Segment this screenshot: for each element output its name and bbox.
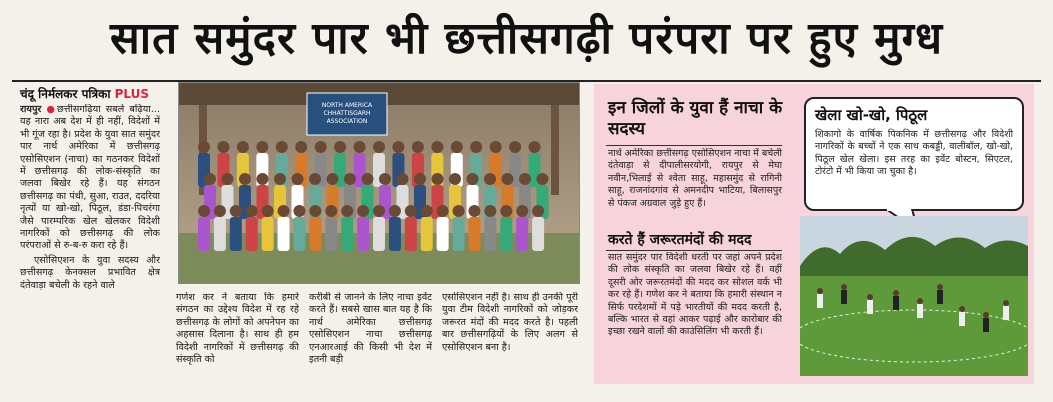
person-head xyxy=(309,173,321,185)
person-head xyxy=(373,205,385,217)
column-1-para-2: एसोसिएशन के युवा सदस्य और छत्तीसगढ़ केनक्सल प्रभावित क्षेत्र दंतेवाड़ा बचेली के रहने वाले xyxy=(20,254,160,291)
player-head xyxy=(917,298,923,304)
person-figure xyxy=(230,217,242,251)
person-head xyxy=(449,173,461,185)
person-figure xyxy=(325,217,337,251)
player-head xyxy=(983,312,989,318)
person-head xyxy=(437,205,449,217)
person-head xyxy=(519,173,531,185)
person-head xyxy=(392,141,404,153)
person-figure xyxy=(262,217,274,251)
person-head xyxy=(198,141,210,153)
person-head xyxy=(467,173,479,185)
player-head xyxy=(937,284,943,290)
person-head xyxy=(257,173,269,185)
person-head xyxy=(484,205,496,217)
player-figure xyxy=(841,290,847,304)
person-head xyxy=(198,205,210,217)
person-head xyxy=(484,173,496,185)
callout-body: शिकागो के वार्षिक पिकनिक में छत्तीसगढ़ और विदेशी नागरिकों के बच्चों ने एक साथ कबड्डी, वालीबॉल, खो-खो, पिठूल खेल खेला। इस तरह का इवेंट बोस्टन, सिएटल, टोरंटो में भी किया जा चुका है। xyxy=(815,129,1013,178)
person-head xyxy=(276,141,288,153)
members-paragraph: नार्थ अमेरिका छत्तीसगढ़ एसोसिएशन नाचा में बचेली दंतेवाड़ा से दीपालीसरयोगी, रायपुर से मेघा नवीन,भिलाई से श्वेता साहू, महासमुंद से रागिनी साहू, राजनांदगांव से अमनदीप भाटिया, बिलासपुर से पंकज अग्रवाल जुड़े हुए हैं। xyxy=(608,148,782,209)
person-figure xyxy=(373,217,385,251)
article-column-2: गणेश कर ने बताया कि हमारे संगठन का उद्देश्य विदेश में रह रहे छत्तीसगढ़ के लोगों को अपनेपन का अहसास दिलाना है। साथ ही हम विदेशी नागरिकों में छत्तीसगढ़ की संस्कृति को xyxy=(176,292,299,366)
person-head xyxy=(453,205,465,217)
person-head xyxy=(405,205,417,217)
person-head xyxy=(537,173,549,185)
person-figure xyxy=(516,217,528,251)
person-head xyxy=(379,173,391,185)
person-head xyxy=(532,205,544,217)
person-head xyxy=(246,205,258,217)
person-figure xyxy=(405,217,417,251)
person-head xyxy=(432,173,444,185)
callout-title: खेला खो-खो, पिठूल xyxy=(815,106,928,124)
player-figure xyxy=(817,294,823,308)
player-head xyxy=(1003,300,1009,306)
person-head xyxy=(315,141,327,153)
person-head xyxy=(389,205,401,217)
subhead-underline xyxy=(606,145,782,146)
person-head xyxy=(293,205,305,217)
subhead-underline-2 xyxy=(606,250,782,251)
bullet-dot-icon: ● xyxy=(46,104,57,115)
person-figure xyxy=(309,217,321,251)
person-head xyxy=(397,173,409,185)
person-head xyxy=(295,141,307,153)
person-figure xyxy=(246,217,258,251)
subhead-members: इन जिलों के युवा हैं नाचा के सदस्य xyxy=(608,98,783,139)
player-figure xyxy=(1003,306,1009,320)
person-figure xyxy=(484,217,496,251)
person-head xyxy=(204,173,216,185)
person-head xyxy=(500,205,512,217)
player-figure xyxy=(917,304,923,318)
byline xyxy=(20,85,149,102)
player-head xyxy=(817,288,823,294)
person-head xyxy=(373,141,385,153)
person-figure xyxy=(453,217,465,251)
person-head xyxy=(470,141,482,153)
article-column-1 xyxy=(20,104,160,396)
player-head xyxy=(959,306,965,312)
person-head xyxy=(354,141,366,153)
person-figure xyxy=(341,217,353,251)
person-head xyxy=(262,205,274,217)
player-figure xyxy=(867,300,873,314)
person-figure xyxy=(421,217,433,251)
person-head xyxy=(502,173,514,185)
group-photo xyxy=(178,82,580,284)
person-head xyxy=(468,205,480,217)
person-head xyxy=(222,173,234,185)
person-head xyxy=(239,173,251,185)
person-head xyxy=(490,141,502,153)
person-head xyxy=(278,205,290,217)
byline-plus: PLUS xyxy=(114,87,150,101)
person-figure xyxy=(214,217,226,251)
person-figure xyxy=(357,217,369,251)
person-figure xyxy=(293,217,305,251)
person-head xyxy=(230,205,242,217)
player-head xyxy=(893,290,899,296)
person-head xyxy=(421,205,433,217)
person-head xyxy=(214,205,226,217)
person-head xyxy=(414,173,426,185)
person-head xyxy=(516,205,528,217)
player-head xyxy=(841,284,847,290)
headline: सात समुंदर पार भी छत्तीसगढ़ी परंपरा पर हुए मुग्ध xyxy=(109,13,943,64)
article-column-4: एसोसिएशन नहीं है। साथ ही उनकी पूरी युवा टीम विदेशी नागरिकों को जोड़कर जरूरत मंदों की मदद करते है। पहली बार छत्तीसगढ़ियों के लिए अलग से एसोसिएशन बना है। xyxy=(442,292,578,353)
byline-paper: पत्रिका xyxy=(81,87,111,101)
person-head xyxy=(256,141,268,153)
article-column-3: करीबी से जानने के लिए नाचा इवेंट करते हैं। सबसे खास बात यह है कि नार्थ अमेरिका छत्तीसगढ़ एसोसिएशन नाचा छत्तीसगढ़ एनआरआई की किसी भी देश में इतनी बड़ी xyxy=(309,292,432,366)
person-figure xyxy=(198,217,210,251)
person-head xyxy=(325,205,337,217)
person-head xyxy=(344,173,356,185)
person-head xyxy=(357,205,369,217)
person-head xyxy=(431,141,443,153)
player-head xyxy=(867,294,873,300)
person-head xyxy=(217,141,229,153)
player-figure xyxy=(959,312,965,326)
person-head xyxy=(451,141,463,153)
person-head xyxy=(237,141,249,153)
subhead-help: करते हैं जरूरतमंदों की मदद xyxy=(608,232,752,248)
person-head xyxy=(509,141,521,153)
group-photo-illustration xyxy=(179,83,579,283)
byline-author: चंदू निर्मलकर xyxy=(20,87,78,101)
person-figure xyxy=(278,217,290,251)
person-head xyxy=(412,141,424,153)
person-head xyxy=(341,205,353,217)
picnic-photo xyxy=(800,216,1028,376)
person-figure xyxy=(389,217,401,251)
person-head xyxy=(529,141,541,153)
callout-bubble xyxy=(804,97,1024,211)
person-head xyxy=(334,141,346,153)
dateline-location: रायपुर xyxy=(20,104,42,115)
person-figure xyxy=(468,217,480,251)
person-figure xyxy=(500,217,512,251)
column-1-para-1: छत्तीसगढ़िया सबले बढ़िया... यह नारा अब देश में ही नहीं, विदेशों में भी गूंज रहा है। प्रदेश के युवा सात समुंदर पार नार्थ अमेरिका में छत्तीसगढ़ एसोसिएशन (नाचा) का गठनकर विदेशों में छत्तीसगढ़ की लोक-संस्कृति का जलवा बिखेर रहे हैं। यह संगठन छत्तीसगढ़ का पंथी, सुआ, राउत, ददरिया नृत्यों या खो-खो, पिठूल, डंडा-पिचरंगा जैसे पारम्परिक खेल खेलकर विदेशी नागरिकों को छत्तीसगढ़ की लोक परंपराओं से रु-ब-रु करा रहे हैं। xyxy=(20,104,160,252)
banner-text: NORTH AMERICA CHHATTISGARH ASSOCIATION xyxy=(321,102,373,125)
player-figure xyxy=(937,290,943,304)
person-head xyxy=(362,173,374,185)
person-head xyxy=(309,205,321,217)
help-paragraph: सात समुंदर पार विदेशी धरती पर जहां अपने प्रदेश की लोक संस्कृति का जलवा बिखेर रहे हैं। वहीं दूसरी ओर जरूरतमंदों की मदद कर सोशल वर्क भी कर रहे हैं। गणेश कर ने बताया कि हमारी संस्थान न सिर्फ परदेशमों में पड़े भारतीयों की मदद करती है, बल्कि भारत से वहां आकर पढ़ाई और कारोबार की इच्छा रखने वालों की काउंसिलिंग भी करती हैं। xyxy=(608,252,782,338)
person-head xyxy=(327,173,339,185)
person-head xyxy=(292,173,304,185)
player-figure xyxy=(983,318,989,332)
person-head xyxy=(274,173,286,185)
picnic-photo-illustration xyxy=(800,216,1028,376)
player-figure xyxy=(893,296,899,310)
person-figure xyxy=(437,217,449,251)
person-figure xyxy=(532,217,544,251)
